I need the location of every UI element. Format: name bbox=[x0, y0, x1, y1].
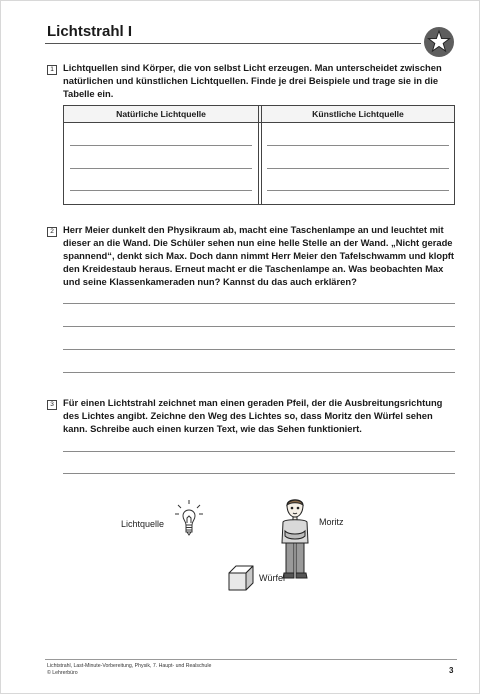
task-1-number: 1 bbox=[47, 65, 57, 75]
answer-line[interactable] bbox=[267, 145, 449, 146]
title-divider bbox=[45, 43, 421, 44]
page-title: Lichtstrahl I bbox=[47, 23, 133, 40]
footer-source: Lichtstrahl, Last-Minute-Vorbereitung, Physik, 7. Haupt- und Realschule bbox=[47, 663, 212, 669]
star-icon bbox=[424, 27, 454, 57]
answer-line[interactable] bbox=[63, 303, 455, 304]
answer-line[interactable] bbox=[267, 190, 449, 191]
footer-divider bbox=[45, 659, 457, 660]
task-3-text: Für einen Lichtstrahl zeichnet man einen geraden Pfeil, der die Ausbreitungsrichtung des Lichtes angibt. Zeichne den Weg des Lichtes so, dass Moritz den Würfel sehen kann. Schreibe auch einen kurzen Text, wie das Sehen funktioniert. bbox=[63, 397, 443, 434]
footer-credits bbox=[47, 663, 211, 677]
table-header bbox=[64, 106, 454, 123]
task-1-text: Lichtquellen sind Körper, die von selbst Licht erzeugen. Man unterscheidet zwischen natürlichen und künstlichen Lichtquellen. Finde je drei Beispiele und trage sie in die Tabelle ein. bbox=[63, 62, 442, 99]
footer-copyright: © Lehrerbüro bbox=[47, 670, 78, 676]
light-source-label: Lichtquelle bbox=[121, 519, 165, 529]
cube-icon bbox=[227, 564, 255, 592]
light-bulb-icon bbox=[175, 499, 203, 539]
task-2-number: 2 bbox=[47, 227, 57, 237]
column-artificial-header: Künstliche Lichtquelle bbox=[312, 109, 404, 119]
task-2-text: Herr Meier dunkelt den Physikraum ab, macht eine Taschenlampe an und leuchtet mit dieser an die Wand. Die Schüler sehen nun eine helle Stelle an der Wand. „Nicht gerade spannend“, denkt sich Max. Doch dann nimmt Herr Meier den Tafelschwamm und klopft den Kreidestaub heraus. Erneut macht er die Taschenlampe an. Was beobachten Max und seine Klassenkameraden nun? Kannst du das auch erklären? bbox=[63, 224, 455, 287]
answer-line[interactable] bbox=[63, 326, 455, 327]
task-3-number: 3 bbox=[47, 400, 57, 410]
answer-line[interactable] bbox=[70, 145, 252, 146]
column-divider bbox=[261, 106, 262, 204]
boy-label: Moritz bbox=[319, 517, 344, 527]
answer-line[interactable] bbox=[70, 168, 252, 169]
boy-figure-icon bbox=[277, 495, 313, 585]
light-source-table bbox=[63, 105, 455, 205]
answer-line[interactable] bbox=[63, 349, 455, 350]
answer-line[interactable] bbox=[70, 190, 252, 191]
column-natural-header: Natürliche Lichtquelle bbox=[116, 109, 206, 119]
answer-line[interactable] bbox=[267, 168, 449, 169]
cube-label: Würfel bbox=[259, 573, 286, 583]
answer-line[interactable] bbox=[63, 372, 455, 373]
answer-line[interactable] bbox=[63, 473, 455, 474]
column-divider bbox=[258, 106, 259, 204]
answer-line[interactable] bbox=[63, 451, 455, 452]
page-number: 3 bbox=[449, 666, 454, 675]
